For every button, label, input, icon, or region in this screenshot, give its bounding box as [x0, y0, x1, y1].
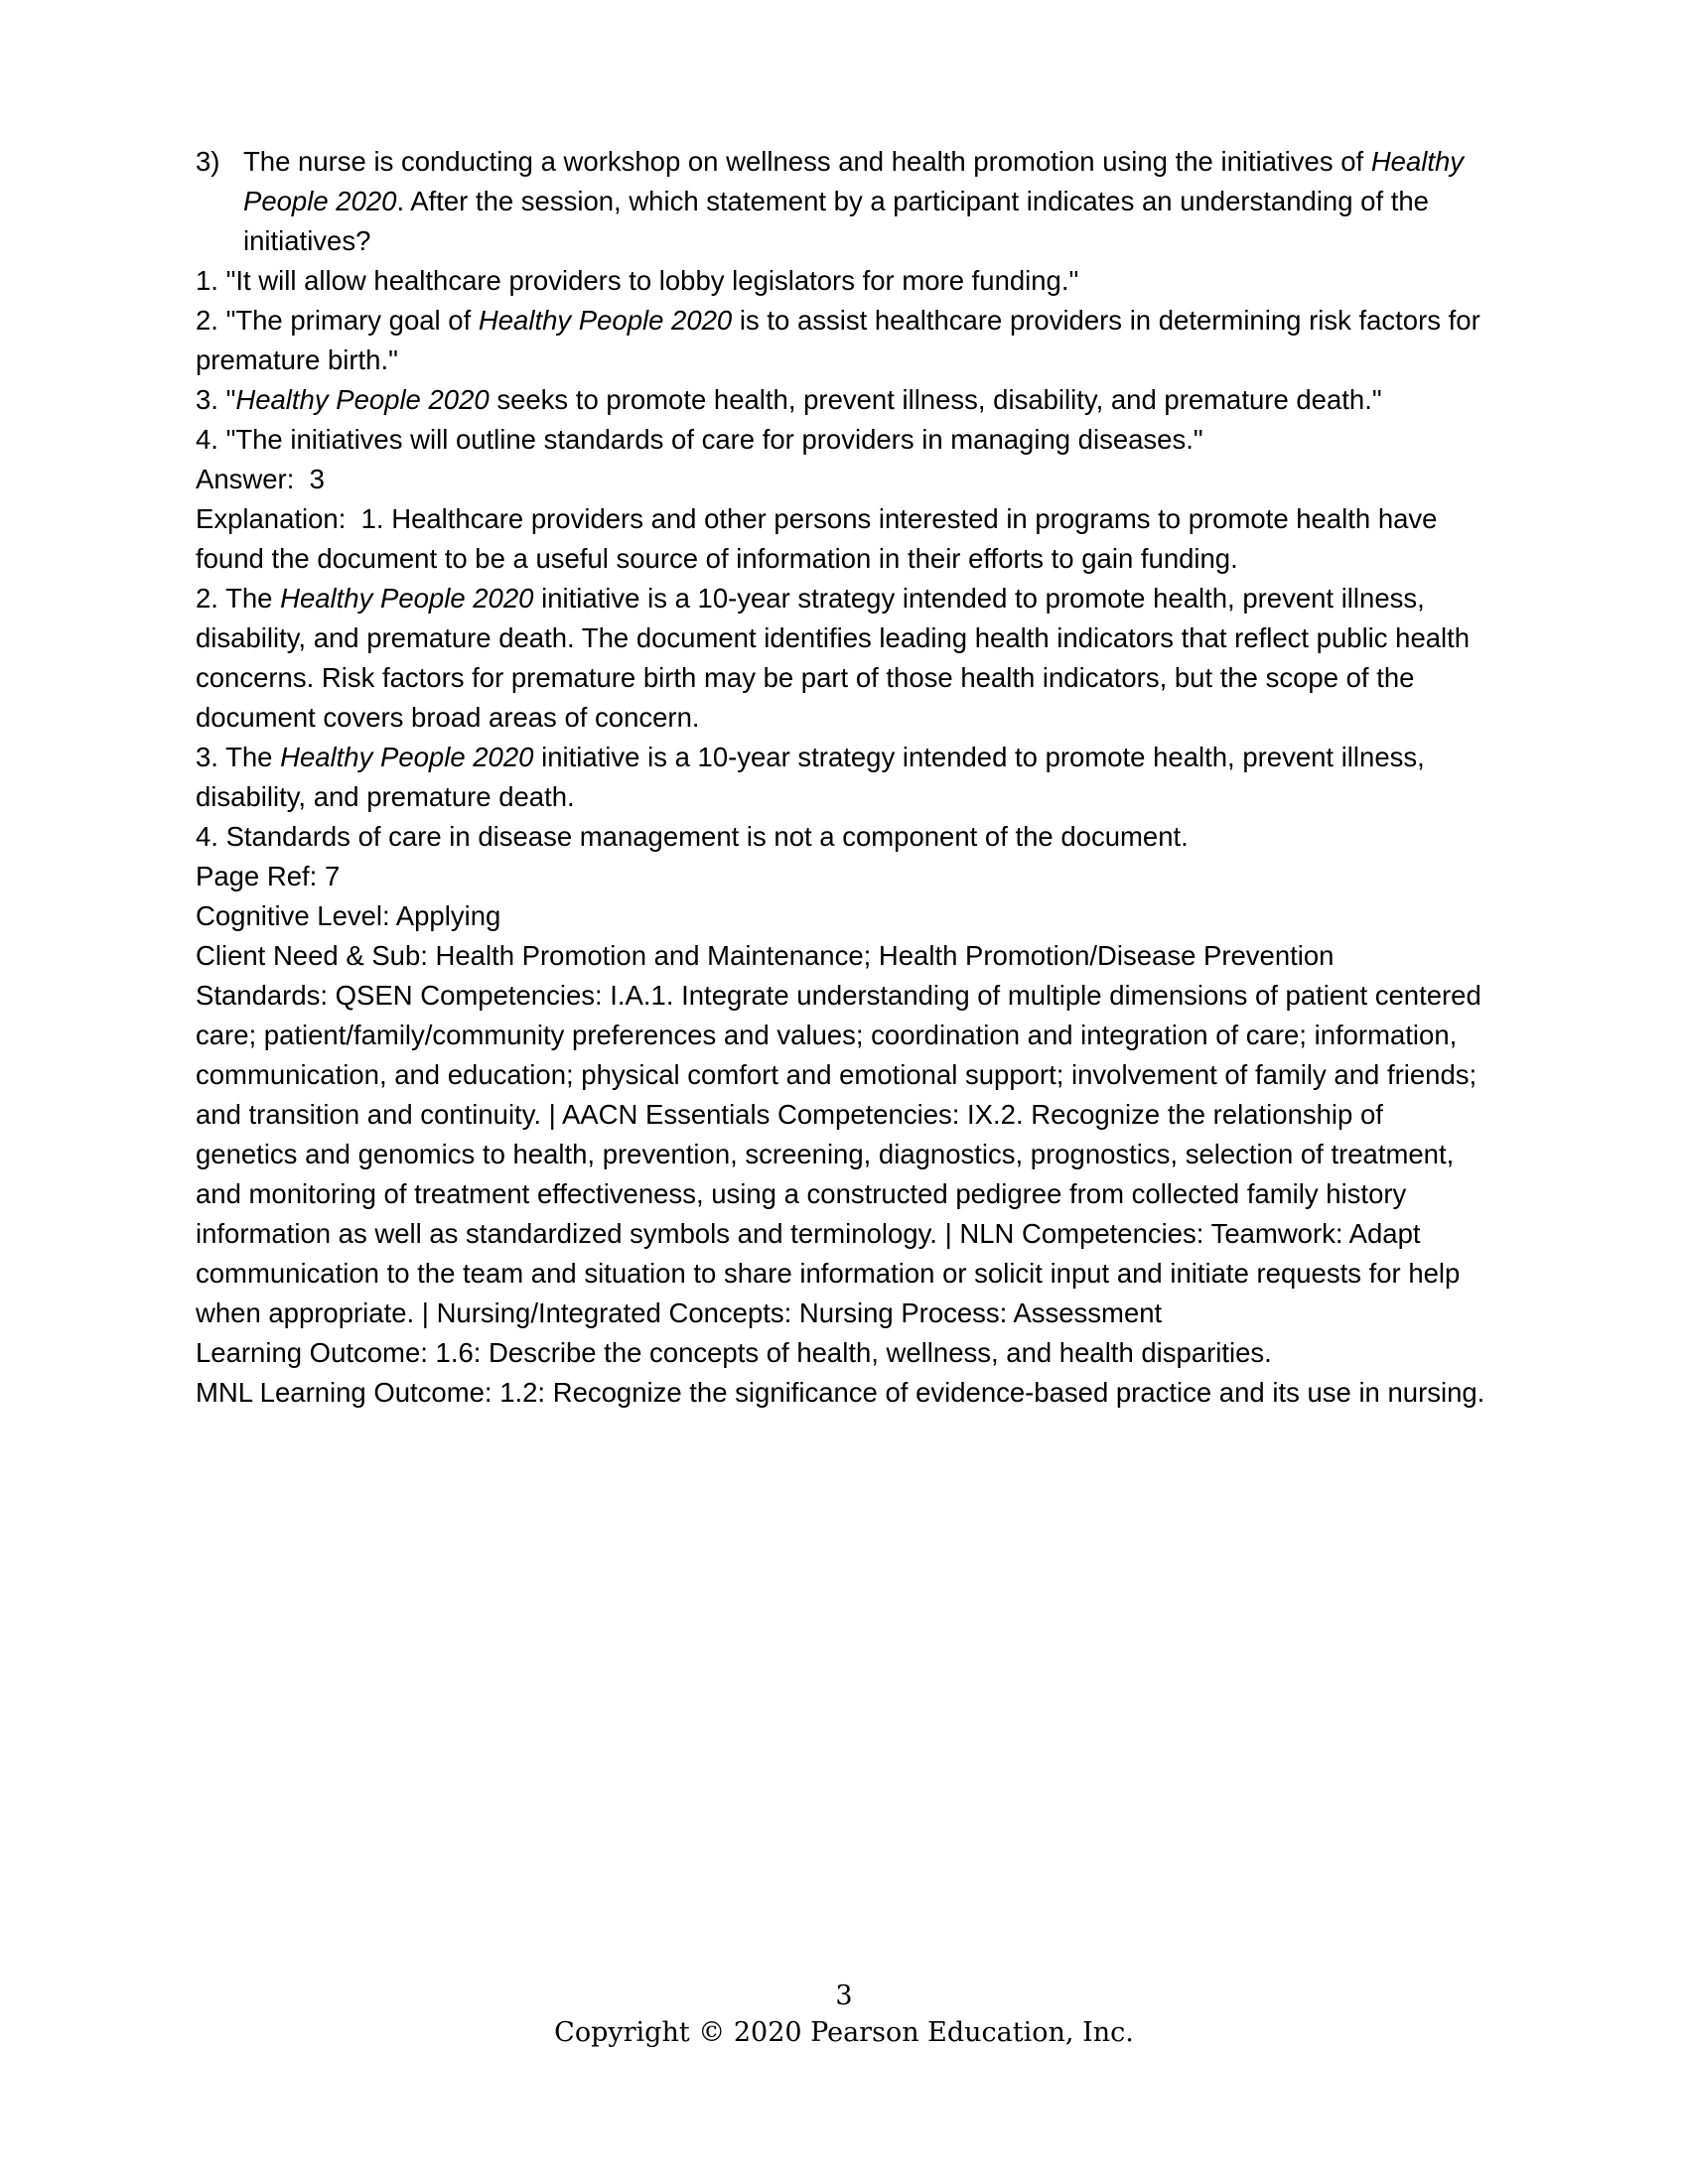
answer-option: [196, 301, 1486, 380]
answer-option-pre: "The initiatives will outline standards of care for providers in managing diseases.": [217, 424, 1203, 455]
cognitive-level: Cognitive Level: Applying: [196, 900, 501, 931]
explanation-text-post: initiative is a 10-year strategy intended to promote health, prevent illness, disability, and premature death.: [196, 742, 1425, 812]
answer-line: [196, 460, 1486, 499]
answer-option-number: 1.: [196, 265, 218, 296]
explanation-label: Explanation:: [196, 503, 347, 534]
answer-value: 3: [309, 464, 325, 494]
explanation-text-pre: 4. Standards of care in disease management is not a component of the document.: [196, 821, 1189, 852]
page-footer: [0, 1979, 1688, 2052]
question-number: 3): [196, 146, 220, 177]
answer-option: [196, 420, 1486, 460]
explanation-spacer: [346, 503, 360, 534]
answer-option-pre: ": [217, 384, 236, 415]
question-stem: [196, 142, 1486, 261]
explanation-item-2: [196, 579, 1486, 738]
explanation-text-post: initiative is a 10-year strategy intended to promote health, prevent illness, disability, and premature death. The document identifies leading health indicators that reflect public health concerns. Risk factors for premature birth may be part of those health indicators, but the scope of the document covers broad areas of concern.: [196, 583, 1471, 733]
question-text: [243, 142, 1486, 261]
explanation-text-pre: 2. The: [196, 583, 281, 614]
footer-copyright: Copyright © 2020 Pearson Education, Inc.: [554, 2017, 1134, 2048]
question-text-part1: The nurse is conducting a workshop on wellness and health promotion using the initiatives of: [243, 146, 1371, 177]
document-body: [196, 142, 1486, 1413]
explanation-text-pre: 3. The: [196, 742, 281, 772]
answer-option-pre: "It will allow healthcare providers to lobby legislators for more funding.": [217, 265, 1079, 296]
answer-option: [196, 380, 1486, 420]
answer-option-italic: Healthy People 2020: [235, 384, 490, 415]
explanation-text-italic: Healthy People 2020: [280, 583, 534, 614]
answer-option-number: 4.: [196, 424, 218, 455]
explanation-item-3: [196, 738, 1486, 817]
client-need-and-sub: Client Need & Sub: Health Promotion and Maintenance; Health Promotion/Disease Prevention: [196, 940, 1335, 971]
answer-option-italic: Healthy People 2020: [478, 305, 733, 336]
explanation-item-1: [196, 499, 1486, 579]
question-text-italic-title: Healthy People 2020: [243, 146, 1465, 216]
answer-option-number: 2.: [196, 305, 218, 336]
answer-option-post: is to assist healthcare providers in determining risk factors for premature birth.": [196, 305, 1480, 375]
answer-option: [196, 261, 1486, 301]
explanation-text-italic: Healthy People 2020: [280, 742, 534, 772]
answer-spacer: [294, 464, 309, 494]
answer-option-number: 3.: [196, 384, 218, 415]
learning-outcome: Learning Outcome: 1.6: Describe the concepts of health, wellness, and health disparities.: [196, 1337, 1272, 1368]
page-ref: Page Ref: 7: [196, 861, 341, 891]
explanation-item-4: [196, 817, 1486, 857]
explanation-text-pre: 1. Healthcare providers and other persons interested in programs to promote health have found the document to be a useful source of information in their efforts to gain funding.: [196, 503, 1438, 574]
answer-label: Answer:: [196, 464, 295, 494]
mnl-learning-outcome: MNL Learning Outcome: 1.2: Recognize the significance of evidence-based practice and its use in nursing.: [196, 1377, 1485, 1408]
standards: Standards: QSEN Competencies: I.A.1. Integrate understanding of multiple dimensions of patient centered care; patient/family/community preferences and values; coordination and integration of care; information, communication, and education; physical comfort and emotional support; involvement of family and friends; and transition and continuity. | AACN Essentials Competencies: IX.2. Recognize the relationship of genetics and genomics to health, prevention, screening, diagnostics, prognostics, selection of treatment, and monitoring of treatment effectiveness, using a constructed pedigree from collected family history information as well as standardized symbols and terminology. | NLN Competencies: Teamwork: Adapt communication to the team and situation to share information or solicit input and initiate requests for help when appropriate. | Nursing/Integrated Concepts: Nursing Process: Assessment: [196, 980, 1481, 1328]
answer-option-pre: "The primary goal of: [217, 305, 479, 336]
answer-option-post: seeks to promote health, prevent illness, disability, and premature death.": [489, 384, 1382, 415]
question-text-part2: . After the session, which statement by a participant indicates an understanding of the initiatives?: [243, 186, 1429, 256]
footer-page-number: 3: [835, 1980, 853, 2011]
